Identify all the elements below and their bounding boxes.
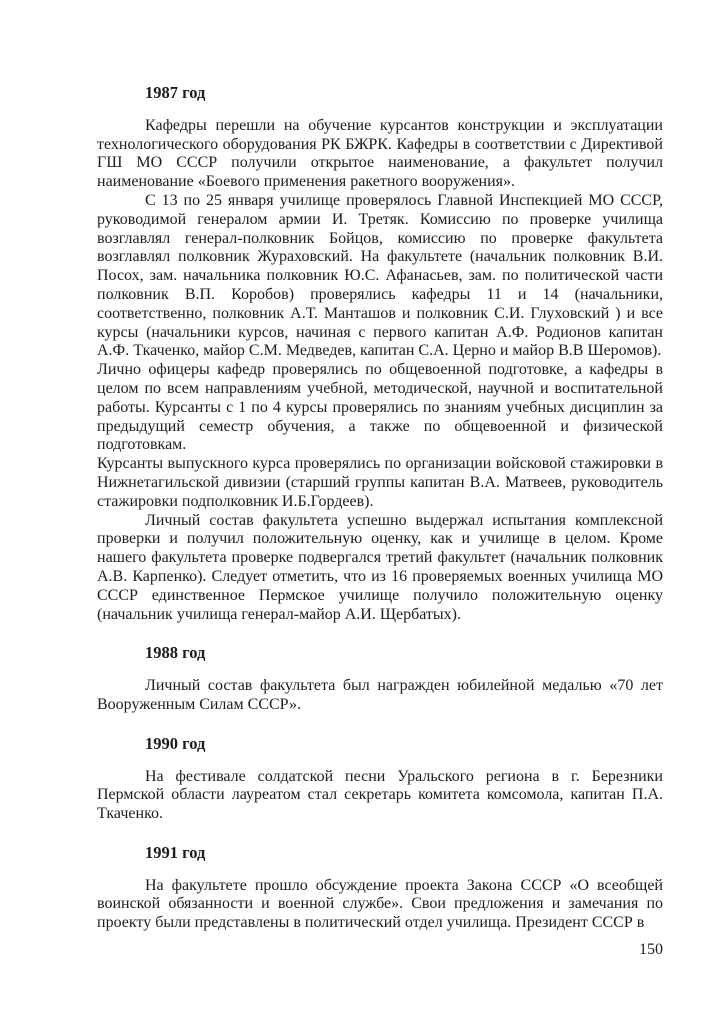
paragraph: На факультете прошло обсуждение проекта Закона СССР «О всеобщей воинской обязанности и военной службе». Свои предложения и замечания по проекту были представлены в политический отдел училища. Президент СССР в	[97, 876, 663, 932]
paragraph: На фестивале солдатской песни Уральского региона в г. Березники Пермской области лауреатом стал секретарь комитета комсомола, капитан П.А. Ткаченко.	[97, 767, 663, 823]
paragraph: Личный состав факультета успешно выдержал испытания комплексной проверки и получил положительную оценку, как и училище в целом. Кроме нашего факультета проверке подвергался третий факультет (начальник полковник А.В. Карпенко). Следует отметить, что из 16 проверяемых военных училища МО СССР единственное Пермское училище получило положительную оценку (начальник училища генерал-майор А.И. Щербатых).	[97, 511, 663, 623]
document-body	[97, 84, 663, 933]
section-heading-1988: 1988 год	[145, 643, 206, 663]
section-heading-1990: 1990 год	[145, 733, 206, 753]
section-heading-1987: 1987 год	[145, 83, 206, 102]
paragraph: Личный состав факультета был награжден юбилейной медалью «70 лет Вооруженным Силам СССР».	[97, 677, 663, 713]
page-number: 150	[639, 941, 663, 958]
paragraph: Курсанты выпускного курса проверялись по организации войсковой стажировки в Нижнетагильской дивизии (старший группы капитан В.А. Матвеев, руководитель стажировки подполковник И.Б.Гордеев).	[97, 455, 663, 510]
section-heading-1991: 1991 год	[145, 842, 206, 862]
paragraph: Кафедры перешли на обучение курсантов конструкции и эксплуатации технологического оборудования РК БЖРК. Кафедры в соответствии с Директивой ГШ МО СССР получили открытое наименование, а факультет получил наименование «Боевого применения ракетного вооружения».	[97, 116, 663, 191]
paragraph: Лично офицеры кафедр проверялись по общевоенной подготовке, а кафедры в целом по всем направлениям учебной, методической, научной и воспитательной работы. Курсанты с 1 по 4 курсы проверялись по знаниям учебных дисциплин за предыдущий семестр обучения, а также по общевоенной и физической подготовкам.	[97, 361, 663, 454]
paragraph: С 13 по 25 января училище проверялось Главной Инспекцией МО СССР, руководимой генералом армии И. Третяк. Комиссию по проверке училища возглавлял генерал-полковник Бойцов, комиссию по проверке факультета возглавлял полковник Жураховский. На факультете (начальник полковник В.И. Посох, зам. начальника полковник Ю.С. Афанасьев, зам. по политической части полковник В.П. Коробов) проверялись кафедры 11 и 14 (начальники, соответственно, полковник А.Т. Манташов и полковник С.И. Глуховский ) и все курсы (начальники курсов, начиная с первого капитан А.Ф. Родионов капитан А.Ф. Ткаченко, майор С.М. Медведев, капитан С.А. Церно и майор В.В Шеромов).	[97, 191, 663, 360]
